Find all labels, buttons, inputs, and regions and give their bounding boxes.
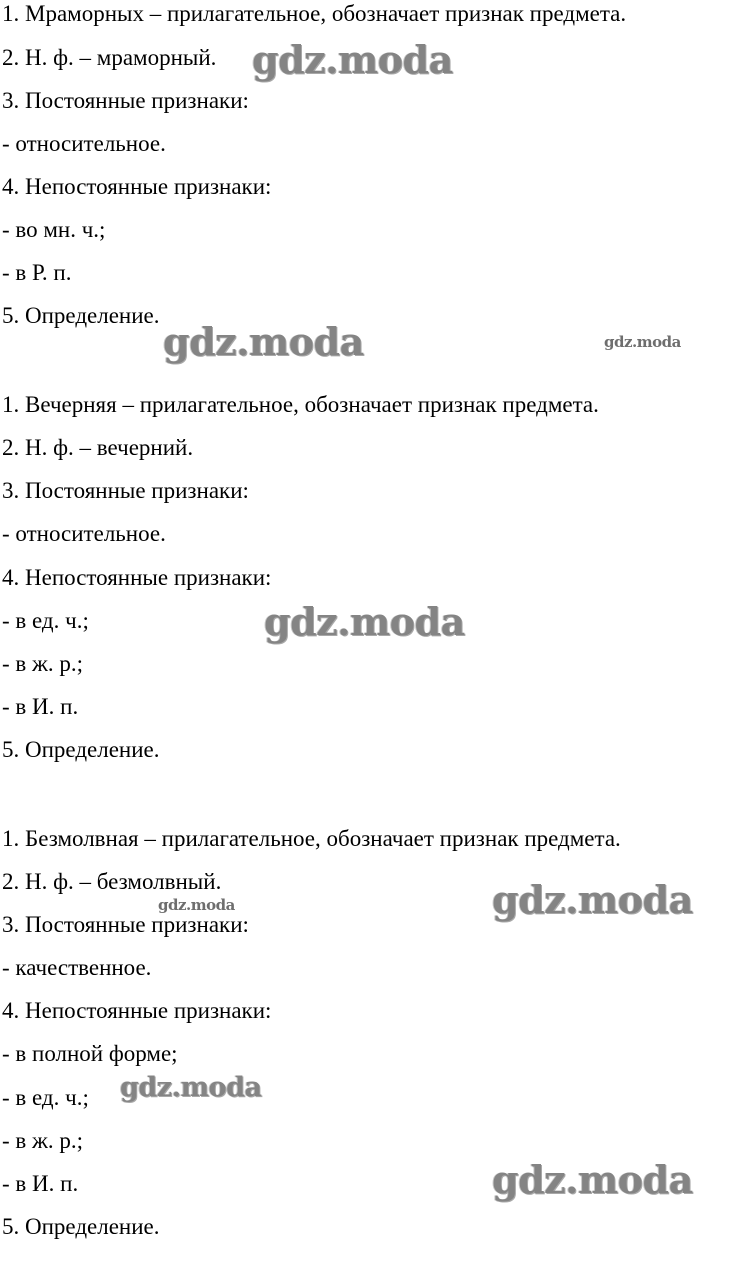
watermark-logo: gdz.moda xyxy=(163,319,364,364)
block2-line5: 4. Непостоянные признаки: xyxy=(2,565,272,590)
block3-line4: - качественное. xyxy=(2,955,152,980)
block3-line8: - в ж. р.; xyxy=(2,1128,84,1153)
block3-line7: - в ед. ч.; xyxy=(2,1085,89,1110)
block2-line8: - в И. п. xyxy=(2,694,79,719)
block1-line2: 2. Н. ф. – мраморный. xyxy=(2,45,217,70)
block1-line6: - во мн. ч.; xyxy=(2,217,106,242)
block3-line1: 1. Безмолвная – прилагательное, обозначает признак предмета. xyxy=(2,826,621,851)
block3-line9: - в И. п. xyxy=(2,1171,79,1196)
block3-line2: 2. Н. ф. – безмолвный. xyxy=(2,869,222,894)
watermark-logo: gdz.moda xyxy=(120,1072,262,1103)
block2-line2: 2. Н. ф. – вечерний. xyxy=(2,435,194,460)
block1-line5: 4. Непостоянные признаки: xyxy=(2,174,272,199)
block1-line3: 3. Постоянные признаки: xyxy=(2,88,249,113)
block3-line6: - в полной форме; xyxy=(2,1041,178,1066)
watermark-logo: gdz.moda xyxy=(492,1157,693,1202)
block3-line5: 4. Непостоянные признаки: xyxy=(2,998,272,1023)
watermark-logo: gdz.moda xyxy=(492,877,693,922)
watermark-logo: gdz.moda xyxy=(158,896,235,914)
block1-line1: 1. Мраморных – прилагательное, обозначает признак предмета. xyxy=(2,1,627,26)
block1-line8: 5. Определение. xyxy=(2,303,160,328)
watermark-logo: gdz.moda xyxy=(264,599,465,644)
watermark-logo: gdz.moda xyxy=(604,333,681,351)
watermark-logo: gdz.moda xyxy=(252,37,453,82)
block3-line3: 3. Постоянные признаки: xyxy=(2,912,249,937)
block2-line7: - в ж. р.; xyxy=(2,651,84,676)
block2-line4: - относительное. xyxy=(2,521,166,546)
block2-line6: - в ед. ч.; xyxy=(2,608,89,633)
block2-line3: 3. Постоянные признаки: xyxy=(2,478,249,503)
block1-line7: - в Р. п. xyxy=(2,260,72,285)
block3-line10: 5. Определение. xyxy=(2,1214,160,1239)
block1-line4: - относительное. xyxy=(2,131,166,156)
block2-line9: 5. Определение. xyxy=(2,737,160,762)
block2-line1: 1. Вечерняя – прилагательное, обозначает признак предмета. xyxy=(2,392,599,417)
